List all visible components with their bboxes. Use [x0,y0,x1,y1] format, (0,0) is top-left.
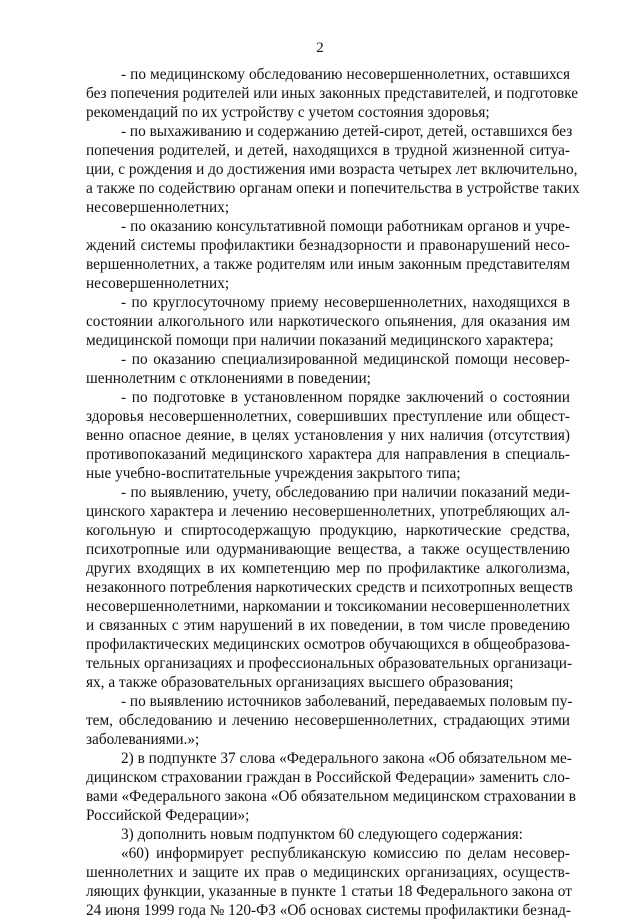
text-line: медицинской помощи при наличии показаний медицинского характера; [86,332,554,349]
text-line: здоровья несовершеннолетних, совершивших преступление или общест- [86,408,570,425]
text-line: когольную и спиртосодержащую продукцию, наркотические средства, [86,522,570,539]
text-line: шеннолетним с отклонениями в поведении; [86,370,371,387]
text-line: попечения родителей, и детей, находящихся в трудной жизненной ситуа- [86,142,570,159]
text-line: ляющих функции, указанные в пункте 1 статьи 18 Федерального закона от [86,883,572,900]
text-line: Российской Федерации»; [86,807,250,824]
text-line: «60) информирует республиканскую комиссию по делам несовер- [121,845,570,862]
text-line: незаконного потребления наркотических средств и психотропных веществ [86,579,573,596]
text-line: ях, а также образовательных организациях высшего образования; [86,674,514,691]
text-line: ждений системы профилактики безнадзорности и правонарушений несо- [86,237,570,254]
text-line: - по оказанию консультативной помощи работникам органов и учре- [121,218,570,235]
text-line: а также по содействию органам опеки и попечительства в устройстве таких [86,180,580,197]
text-line: - по медицинскому обследованию несовершеннолетних, оставшихся [121,66,570,83]
text-line: ные учебно-воспитательные учреждения закрытого типа; [86,465,461,482]
text-line: цинского характера и лечению несовершеннолетних, употребляющих ал- [86,503,570,520]
text-line: тем, обследованию и лечению несовершеннолетних, страдающих этими [86,712,570,729]
text-line: ции, с рождения и до достижения ими возраста четырех лет включительно, [86,161,578,178]
text-line: несовершеннолетними, наркомании и токсикомании несовершеннолетних [86,598,570,615]
text-line: 24 июня 1999 года № 120-ФЗ «Об основах системы профилактики безнад- [86,902,571,919]
text-line: - по оказанию специализированной медицинской помощи несовер- [121,351,570,368]
text-line: 2) в подпункте 37 слова «Федерального закона «Об обязательном ме- [121,750,572,767]
text-line: состоянии алкогольного или наркотического опьянения, для оказания им [86,313,570,330]
text-line: 3) дополнить новым подпунктом 60 следующего содержания: [121,826,523,843]
text-line: и связанных с этим нарушений в их поведении, в том числе проведению [86,617,570,634]
text-line: - по выхаживанию и содержанию детей-сирот, детей, оставшихся без [121,123,573,140]
text-line: профилактических медицинских осмотров обучающихся в общеобразова- [86,636,570,653]
text-line: психотропные или одурманивающие вещества, а также осуществлению [86,541,570,558]
text-line: венно опасное деяние, в целях установления у них наличия (отсутствия) [86,427,570,444]
text-line: - по выявлению источников заболеваний, передаваемых половым пу- [121,693,573,710]
text-line: без попечения родителей или иных законных представителей, и подготовке [86,85,579,102]
text-line: несовершеннолетних; [86,199,230,216]
text-line: вами «Федерального закона «Об обязательном медицинском страховании в [86,788,576,805]
text-line: несовершеннолетних; [86,275,230,292]
text-line: рекомендаций по их устройству с учетом состояния здоровья; [86,104,490,121]
text-line: заболеваниями.»; [86,731,200,748]
text-line: вершеннолетних, а также родителям или иным законным представителям [86,256,570,273]
text-line: - по круглосуточному приему несовершеннолетних, находящихся в [121,294,570,311]
text-line: - по подготовке в установленном порядке заключений о состоянии [121,389,570,406]
text-line: - по выявлению, учету, обследованию при наличии показаний меди- [121,484,570,501]
text-line: противопоказаний медицинского характера для направления в специаль- [86,446,570,463]
text-line: тельных организациях и профессиональных образовательных организаци- [86,655,573,672]
text-line: шеннолетних и защите их прав о медицинских организациях, осуществ- [86,864,570,881]
text-line: дицинском страховании граждан в Российской Федерации» заменить сло- [86,769,570,786]
page-number: 2 [316,40,324,56]
text-line: других входящих в их компетенцию мер по профилактике алкоголизма, [86,560,570,577]
